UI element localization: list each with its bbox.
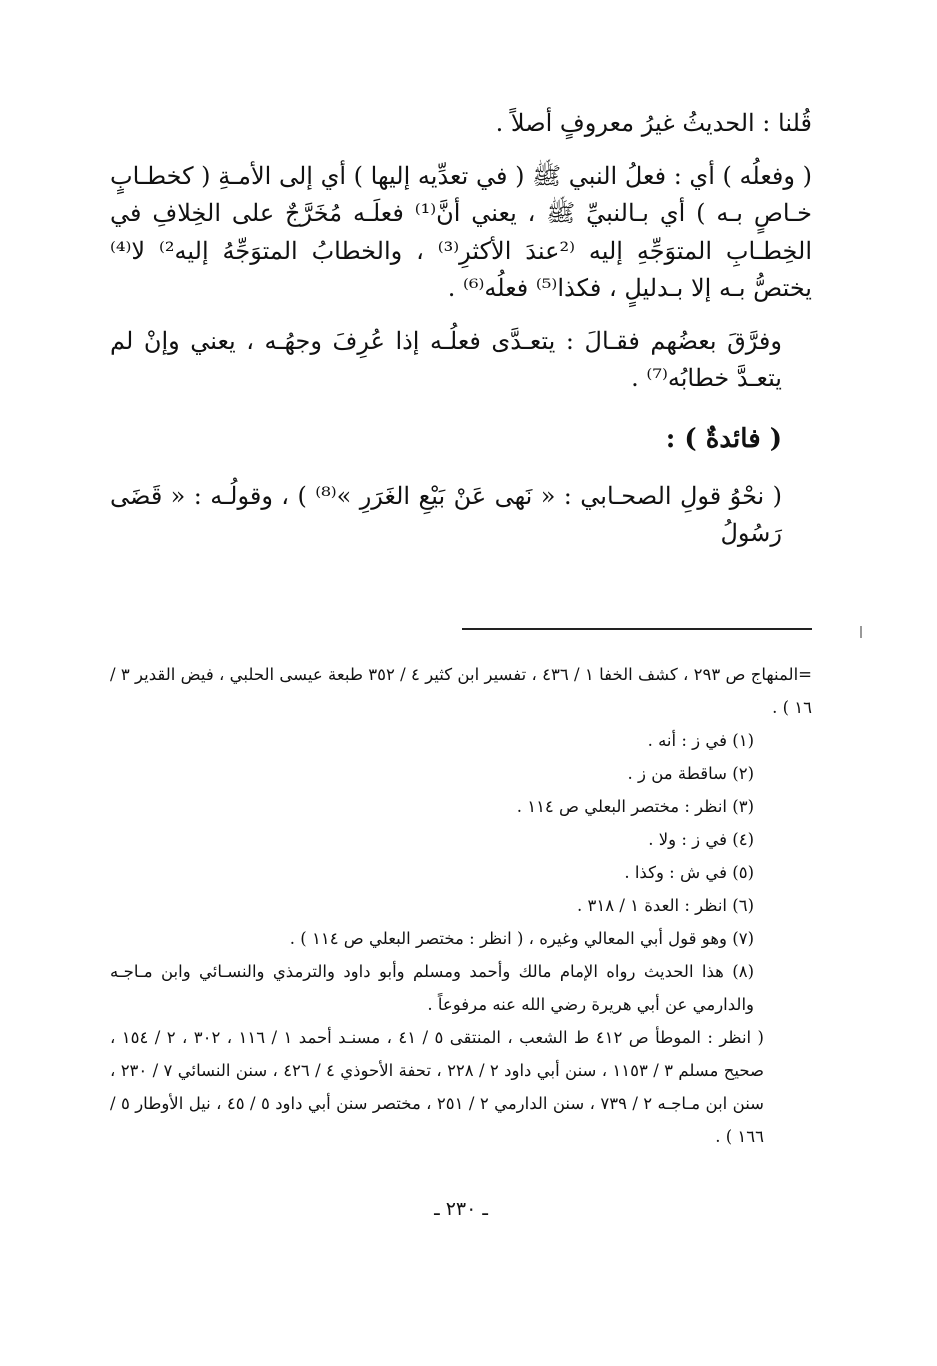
footnote-1: (١) في ز : أنه . (647, 731, 754, 750)
footnote-2: (٢) ساقطة من ز . (627, 764, 754, 783)
footnote-5: (٥) في ش : وكذا . (624, 863, 754, 882)
footnotes-section (110, 658, 812, 1153)
footnote-separator (462, 628, 812, 630)
footnote-8-references: ( انظر : الموطأ ص ٤١٢ ط الشعب ، المنتقى ٥ / ٤١ ، مسنـد أحمد ١ / ١١٦ ، ٣٠٢ ، ٢ / ١٥٤ ، صحيح مسلم ٣ / ١١٥٣ ، سنن أبي داود ٢ / ٢٢٨ ، تحفة الأحوذي ٤ / ٤٢٦ ، سنن النسائي ٧ / ٢٣٠ ، سنن ابن مـاجـه ٢ / ٧٣٩ ، سنن الدارمي ٢ / ٢٥١ ، مختصر سنن أبي داود ٥ / ٤٥ ، نيل الأوطار ٥ / ١٦٦ ) . (110, 1028, 764, 1146)
footnote-3: (٣) انظر : مختصر البعلي ص ١١٤ . (516, 797, 754, 816)
footnote-7: (٧) وهو قول أبي المعالي وغيره ، ( انظر : مختصر البعلي ص ١١٤ ) . (289, 929, 754, 948)
footnote-continuation: =المنهاج ص ٢٩٣ ، كشف الخفا ١ / ٤٣٦ ، تفسير ابن كثير ٤ / ٣٥٢ طبعة عيسى الحلبي ، فيض القدير ٣ / ١٦ ) . (110, 665, 812, 717)
page-number: ـ ٢٣٠ ـ (434, 1198, 488, 1220)
main-paragraph-2: ( وفعلُه ) أي : فعلُ النبي ﷺ ( في تعدِّيه إليها ) أي إلى الأمـةِ ( كخطـابٍ خـاصٍ بـه ) أي بـالنبيِّ ﷺ ، يعني أنَّ⁽¹⁾ فعلَـه مُخَرَّجٌ على الخِلافِ في الخِطـابِ المتوَجِّهِ إليه ⁽²عندَ الأكثرِ⁽³⁾ ، والخطابُ المتوَجِّهُ إليه²⁾ لا⁽⁴⁾ يختصُّ بـه إلا بـدليلٍ ، فكذا⁽⁵⁾ فعلُه⁽⁶⁾ . (110, 162, 813, 302)
main-paragraph-3: وفرَّقَ بعضُهم فقـالَ : يتعـدَّى فعلُـه إذا عُرِفَ وجهُـه ، يعني وإنْ لم يتعـدَّ خطابُه⁽⁷⁾ . (110, 326, 782, 393)
footnote-8: (٨) هذا الحديث رواه الإمام مالك وأحمد ومسلم وأبو داود والترمذي والنسـائي وابن مـاجـه والدارمي عن أبي هريرة رضي الله عنه مرفوعاً . (110, 962, 754, 1014)
footnote-6: (٦) انظر : العدة ١ / ٣١٨ . (576, 896, 754, 915)
main-paragraph-1: قُلنا : الحديثُ غيرُ معروفٍ أصلاً . (495, 109, 812, 137)
footnote-4: (٤) في ز : ولا . (648, 830, 754, 849)
margin-mark (860, 626, 862, 638)
section-heading-faida: ( فائدةٌ ) : (665, 424, 782, 455)
book-page (110, 0, 812, 1366)
main-paragraph-4: ( نحْوُ قولِ الصحـابي : « نَهى عَنْ بَيْعِ الغَرَرِ »⁽⁸⁾ ) ، وقولُـه : « قَضَى رَسُولُ (110, 481, 782, 547)
main-text-body (110, 105, 812, 552)
